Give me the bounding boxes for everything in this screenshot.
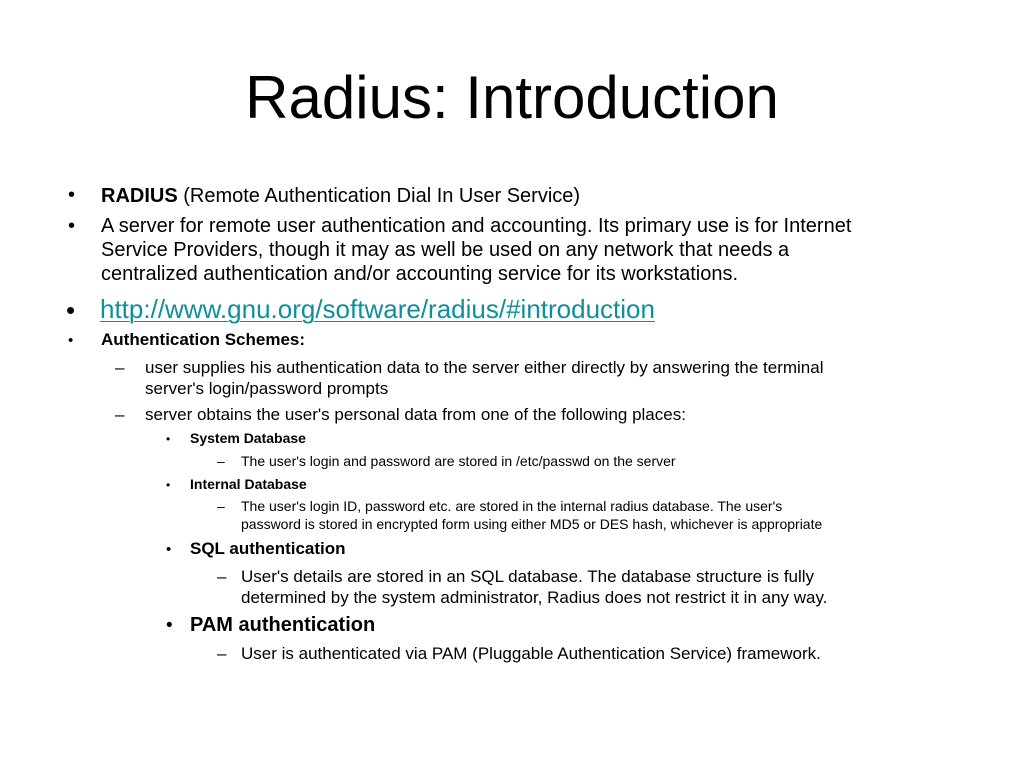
bullet-marker: • bbox=[66, 295, 76, 325]
server-description-line-1: A server for remote user authentication and accounting. Its primary use is for Internet bbox=[101, 215, 852, 237]
bullet-marker: • bbox=[68, 215, 76, 237]
radius-term: RADIUS bbox=[101, 185, 178, 207]
sql-authentication-detail-line-2: determined by the system administrator, Radius does not restrict it in any way. bbox=[241, 588, 828, 607]
dash-marker: – bbox=[115, 405, 125, 424]
internal-database-label: Internal Database bbox=[190, 476, 307, 492]
dash-marker: – bbox=[115, 358, 125, 377]
user-supplies-line-1: user supplies his authentication data to the server either directly by answering the terminal bbox=[145, 358, 824, 377]
slide-title: Radius: Introduction bbox=[245, 64, 779, 131]
server-obtains-text: server obtains the user's personal data from one of the following places: bbox=[145, 405, 686, 424]
pam-authentication-label: PAM authentication bbox=[190, 614, 376, 636]
sql-authentication-label: SQL authentication bbox=[190, 539, 346, 558]
bullet-marker: • bbox=[68, 184, 76, 206]
gnu-radius-link[interactable]: http://www.gnu.org/software/radius/#introduction bbox=[100, 294, 655, 324]
pam-authentication-detail: User is authenticated via PAM (Pluggable Authentication Service) framework. bbox=[241, 644, 821, 663]
internal-database-detail-line-2: password is stored in encrypted form using either MD5 or DES hash, whichever is appropriate bbox=[241, 516, 823, 532]
bullet-marker: • bbox=[166, 541, 172, 558]
system-database-label: System Database bbox=[190, 430, 306, 446]
bullet-marker: • bbox=[166, 432, 171, 446]
server-description-line-2: Service Providers, though it may as well be used on any network that needs a bbox=[101, 239, 790, 261]
dash-marker: – bbox=[217, 453, 225, 469]
sql-authentication-detail-line-1: User's details are stored in an SQL database. The database structure is fully bbox=[241, 567, 815, 586]
system-database-detail: The user's login and password are stored in /etc/passwd on the server bbox=[241, 453, 676, 469]
bullet-marker: • bbox=[166, 615, 173, 636]
user-supplies-line-2: server's login/password prompts bbox=[145, 379, 389, 398]
dash-marker: – bbox=[217, 498, 225, 514]
dash-marker: – bbox=[217, 567, 227, 586]
bullet-marker: • bbox=[166, 478, 171, 492]
authentication-schemes-heading: Authentication Schemes: bbox=[101, 330, 306, 349]
radius-expansion: (Remote Authentication Dial In User Service) bbox=[177, 185, 581, 207]
bullet-marker: • bbox=[68, 332, 74, 349]
dash-marker: – bbox=[217, 644, 227, 663]
internal-database-detail-line-1: The user's login ID, password etc. are stored in the internal radius database. The user's bbox=[241, 498, 783, 514]
server-description-line-3: centralized authentication and/or accounting service for its workstations. bbox=[101, 263, 739, 285]
